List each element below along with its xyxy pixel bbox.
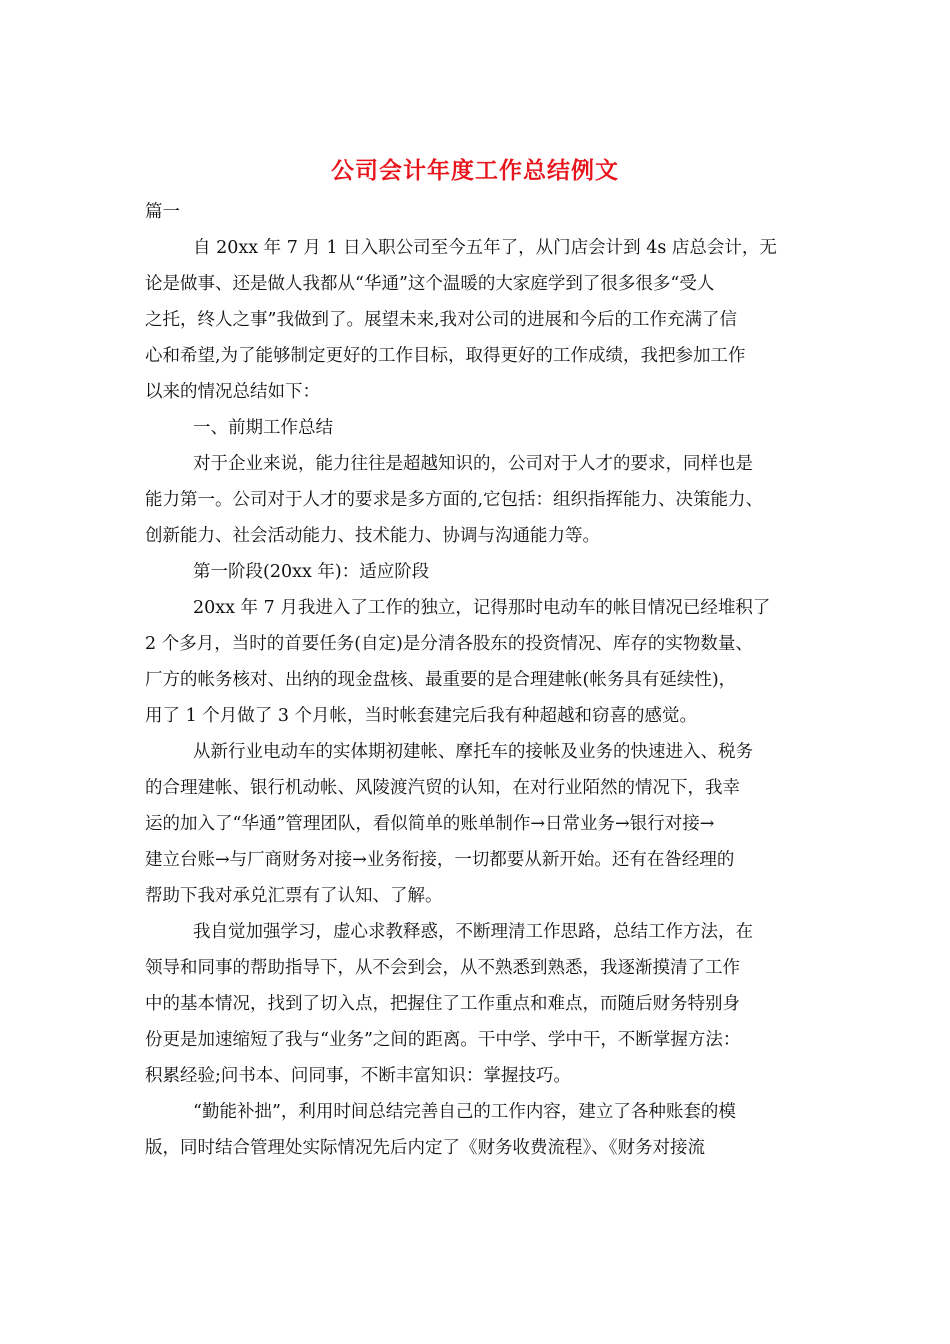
text-line: 第一阶段(20xx 年)：适应阶段	[193, 562, 430, 582]
text-line: 自 20xx 年 7 月 1 日入职公司至今五年了，从门店会计到 4s 店总会计，无	[193, 238, 777, 258]
text-line: 我自觉加强学习，虚心求教释惑，不断理清工作思路，总结工作方法，在	[193, 922, 753, 942]
text-line: 2 个多月，当时的首要任务(自定)是分清各股东的投资情况、库存的实物数量、	[145, 634, 753, 654]
text-line: 20xx 年 7 月我进入了工作的独立，记得那时电动车的帐目情况已经堆积了	[193, 598, 771, 618]
text-line: 积累经验;问书本、问同事，不断丰富知识：掌握技巧。	[145, 1066, 571, 1086]
text-line: 份更是加速缩短了我与“业务”之间的距离。干中学、学中干，不断掌握方法：	[145, 1030, 741, 1050]
text-line: 之托，终人之事”我做到了。展望未来,我对公司的进展和今后的工作充满了信	[145, 310, 738, 330]
text-line: 对于企业来说，能力往往是超越知识的，公司对于人才的要求，同样也是	[193, 454, 753, 474]
text-line: 一、前期工作总结	[193, 418, 333, 438]
text-line: 版，同时结合管理处实际情况先后内定了《财务收费流程》、《财务对接流	[145, 1138, 705, 1158]
text-line: 能力第一。公司对于人才的要求是多方面的,它包括：组织指挥能力、决策能力、	[145, 490, 764, 510]
text-line: 厂方的帐务核对、出纳的现金盘核、最重要的是合理建帐(帐务具有延续性)，	[145, 670, 737, 690]
text-line: 中的基本情况，找到了切入点，把握住了工作重点和难点，而随后财务特别身	[145, 994, 740, 1014]
text-line: 的合理建帐、银行机动帐、风陵渡汽贸的认知，在对行业陌然的情况下，我幸	[145, 778, 740, 798]
text-line: “勤能补拙”，利用时间总结完善自己的工作内容，建立了各种账套的模	[193, 1102, 736, 1122]
text-line: 从新行业电动车的实体期初建帐、摩托车的接帐及业务的快速进入、税务	[193, 742, 753, 762]
text-line: 运的加入了“华通”管理团队，看似简单的账单制作→日常业务→银行对接→	[145, 814, 715, 834]
text-line: 领导和同事的帮助指导下，从不会到会，从不熟悉到熟悉，我逐渐摸清了工作	[145, 958, 740, 978]
document-body	[145, 194, 825, 1166]
text-line: 以来的情况总结如下：	[145, 382, 320, 402]
text-line: 篇一	[145, 202, 180, 222]
text-line: 建立台账→与厂商财务对接→业务衔接，一切都要从新开始。还有在昝经理的	[145, 850, 735, 870]
document-title: 公司会计年度工作总结例文	[331, 157, 619, 184]
text-line: 创新能力、社会活动能力、技术能力、协调与沟通能力等。	[145, 526, 600, 546]
text-line: 帮助下我对承兑汇票有了认知、了解。	[145, 886, 443, 906]
text-line: 用了 1 个月做了 3 个月帐，当时帐套建完后我有种超越和窃喜的感觉。	[145, 706, 698, 726]
text-line: 心和希望,为了能够制定更好的工作目标，取得更好的工作成绩，我把参加工作	[145, 346, 746, 366]
text-line: 论是做事、还是做人我都从“华通”这个温暖的大家庭学到了很多很多“受人	[145, 274, 715, 294]
